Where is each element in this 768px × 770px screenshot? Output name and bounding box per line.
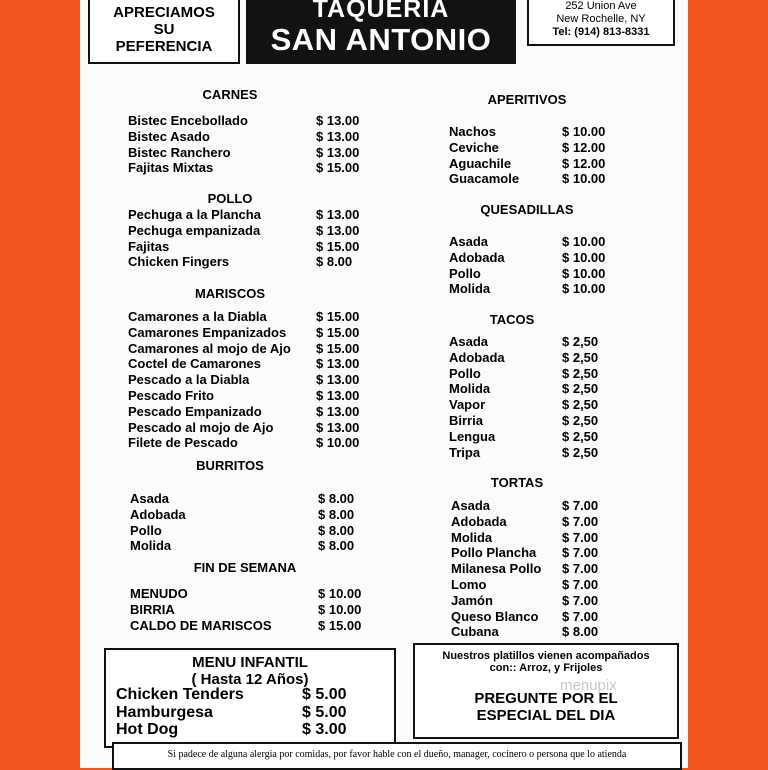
menu-item-price: $ 2,50 [562,413,599,428]
menu-item-name: Adobada [449,250,505,265]
section-title-mariscos: MARISCOS [194,286,266,301]
menu-item-name: Filete de Pescado [128,435,238,450]
menu-item-name: Asada [451,498,491,513]
address-line-2: New Rochelle, NY [556,13,646,25]
menu-item-name: Lengua [449,429,496,444]
menu-item-name: Pechuga a la Plancha [128,207,261,222]
section-title-tacos: TACOS [489,312,535,327]
menu-item-name: Asada [130,491,170,506]
menu-item-name: Bistec Ranchero [128,145,231,160]
menu-item-name: Asada [449,334,489,349]
allergy-footer [112,742,682,770]
menu-item-price: $ 15.00 [316,160,360,175]
menu-item-price: $ 8.00 [318,538,355,553]
menu-item-price: $ 7.00 [562,530,599,545]
menu-item-price: $ 2,50 [562,366,599,381]
menu-item-name: Queso Blanco [451,609,539,624]
menu-item-price: $ 15.00 [316,239,360,254]
menu-item-name: Molida [451,530,493,545]
menu-item-price: $ 8.00 [316,254,353,269]
menu-item-name: Nachos [449,124,496,139]
menu-item-price: $ 8.00 [318,507,355,522]
section-title-quesadillas: QUESADILLAS [480,202,574,217]
kids-item-price: $ 5.00 [302,704,347,721]
menu-item-price: $ 15.00 [316,309,360,324]
watermark: menupix [560,677,617,694]
menu-item-price: $ 2,50 [562,429,599,444]
sides-note-line-2: con:: Arroz, y Frijoles [489,662,603,674]
menu-item-price: $ 2,50 [562,334,599,349]
menu-item-price: $ 2,50 [562,445,599,460]
kids-item-price: $ 5.00 [302,686,347,703]
menu-item-price: $ 2,50 [562,397,599,412]
sides-note-line-1: Nuestros platillos vienen acompañados [442,650,650,662]
menu-item-name: Asada [449,234,489,249]
menu-item-price: $ 7.00 [562,545,599,560]
menu-item-name: Tripa [449,445,481,460]
menu-item-price: $ 7.00 [562,593,599,608]
menu-item-price: $ 13.00 [316,356,360,371]
menu-item-name: Bistec Asado [128,129,210,144]
phone-number: Tel: (914) 813-8331 [552,26,650,38]
menu-item-price: $ 12.00 [562,140,606,155]
menu-item-price: $ 13.00 [316,113,360,128]
menu-item-name: Aguachile [449,156,512,171]
menu-item-name: Fajitas Mixtas [128,160,214,175]
menu-item-name: Pollo [449,366,481,381]
menu-item-name: Coctel de Camarones [128,356,261,371]
menu-item-name: Molida [130,538,172,553]
menu-item-name: Chicken Fingers [128,254,230,269]
section-title-pollo: POLLO [207,191,253,206]
kids-menu-title: MENU INFANTIL [192,654,308,671]
menu-item-name: MENUDO [130,586,188,601]
menu-item-name: Guacamole [449,171,520,186]
menu-item-price: $ 7.00 [562,498,599,513]
section-title-tortas: TORTAS [490,475,544,490]
menu-item-price: $ 2,50 [562,381,599,396]
menu-item-name: Adobada [130,507,186,522]
menu-item-name: Cubana [451,624,499,639]
address-line-1: 252 Union Ave [565,0,637,12]
menu-item-price: $ 10.00 [562,124,606,139]
menu-item-price: $ 13.00 [316,207,360,222]
restaurant-name-main: SAN ANTONIO [270,22,492,57]
special-line-1: PREGUNTE POR EL [474,690,618,707]
menu-item-price: $ 2,50 [562,350,599,365]
menu-item-name: Pechuga empanizada [128,223,261,238]
menu-item-price: $ 15.00 [318,618,362,633]
menu-item-price: $ 10.00 [562,250,606,265]
menu-item-price: $ 13.00 [316,372,360,387]
appreciation-line-1: APRECIAMOS [113,4,215,21]
daily-special-box [413,643,679,739]
menu-item-price: $ 8.00 [318,523,355,538]
appreciation-line-2: SU [153,21,175,38]
menu-item-price: $ 15.00 [316,341,360,356]
menu-item-name: Ceviche [449,140,499,155]
menu-item-price: $ 10.00 [562,171,606,186]
restaurant-banner [246,0,516,64]
menu-item-name: Fajitas [128,239,170,254]
menu-item-name: Adobada [451,514,507,529]
menu-item-name: Pollo Plancha [451,545,537,560]
kids-item-price: $ 3.00 [302,721,347,738]
kids-menu-box [104,648,396,748]
section-title-fin-de-semana: FIN DE SEMANA [193,560,297,575]
menu-item-name: BIRRIA [130,602,175,617]
menu-item-name: Pollo [449,266,481,281]
allergy-note: Si padece de alguna alergia por comidas, por favor hable con el dueño, manager, cocinero o persona que lo atienda [167,749,627,760]
section-title-burritos: BURRITOS [196,458,264,473]
address-box [527,0,675,46]
menu-item-price: $ 13.00 [316,223,360,238]
menu-item-name: Pollo [130,523,162,538]
menu-item-price: $ 13.00 [316,129,360,144]
menu-item-price: $ 7.00 [562,561,599,576]
menu-item-name: Camarones a la Diabla [128,309,267,324]
menu-item-name: Molida [449,381,491,396]
menu-item-name: Birria [449,413,483,428]
kids-item-name: Hot Dog [116,721,179,738]
menu-item-name: Camarones Empanizados [128,325,287,340]
menu-item-name: Pescado Frito [128,388,214,403]
menu-item-name: Pescado al mojo de Ajo [128,420,274,435]
menu-item-price: $ 13.00 [316,420,360,435]
menu-item-price: $ 10.00 [562,266,606,281]
menu-item-name: Vapor [449,397,486,412]
appreciation-line-3: PEFERENCIA [115,38,213,55]
kids-menu-age: ( Hasta 12 Años) [191,671,309,688]
menu-item-price: $ 15.00 [316,325,360,340]
menu-item-price: $ 10.00 [318,602,362,617]
section-title-aperitivos: APERITIVOS [487,92,567,107]
menu-item-name: Pescado a la Diabla [128,372,250,387]
kids-item-name: Hamburgesa [116,704,213,721]
special-line-2: ESPECIAL DEL DIA [476,707,616,724]
menu-item-price: $ 7.00 [562,609,599,624]
menu-item-price: $ 10.00 [316,435,360,450]
menu-item-name: Camarones al mojo de Ajo [128,341,291,356]
menu-item-name: Molida [449,281,491,296]
menu-item-price: $ 7.00 [562,514,599,529]
menu-item-name: Milanesa Pollo [451,561,542,576]
menu-item-price: $ 13.00 [316,404,360,419]
menu-item-name: Adobada [449,350,505,365]
restaurant-name-top: TAQUERIA [312,0,450,23]
menu-item-name: Bistec Encebollado [128,113,248,128]
header-appreciation-box [88,0,240,64]
menu-item-price: $ 10.00 [562,234,606,249]
menu-item-price: $ 8.00 [318,491,355,506]
menu-item-name: Lomo [451,577,487,592]
menu-item-name: Pescado Empanizado [128,404,262,419]
kids-item-name: Chicken Tenders [116,686,244,703]
menu-item-name: CALDO DE MARISCOS [130,618,272,633]
menu-item-price: $ 10.00 [318,586,362,601]
menu-item-price: $ 7.00 [562,577,599,592]
menu-item-name: Jamón [451,593,493,608]
menu-item-price: $ 10.00 [562,281,606,296]
menu-item-price: $ 8.00 [562,624,599,639]
menu-item-price: $ 13.00 [316,145,360,160]
menu-item-price: $ 13.00 [316,388,360,403]
section-title-carnes: CARNES [202,87,258,102]
menu-item-price: $ 12.00 [562,156,606,171]
